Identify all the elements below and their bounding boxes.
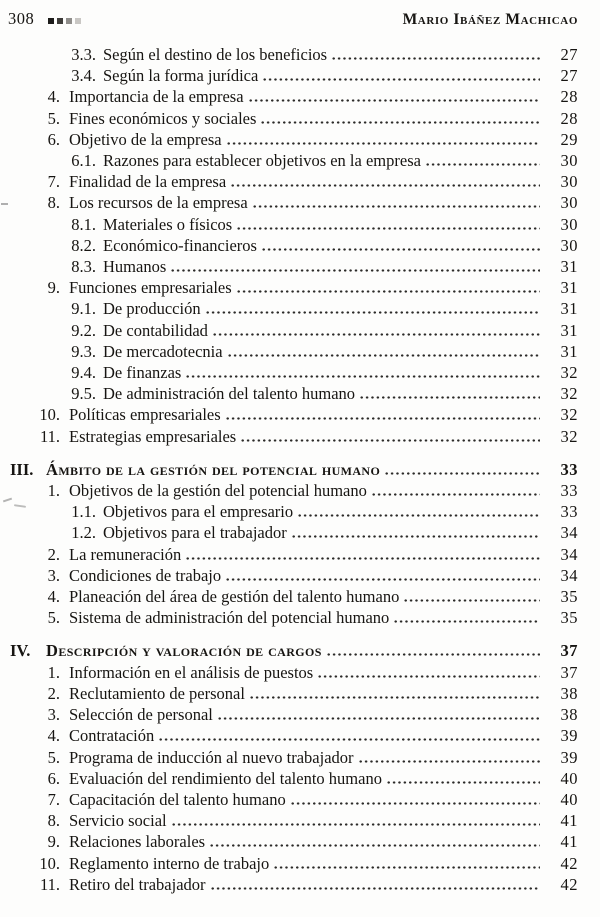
dot-leader [171,823,540,826]
entry-page-number: 31 [560,341,578,361]
entry-title: Objetivos para el trabajador [103,523,287,543]
dot-leader [227,354,540,357]
entry-title: Contratación [69,726,155,746]
entry-title: Selección de personal [69,705,213,725]
dot-leader [185,557,540,560]
entry-title: Según la forma jurídica [103,66,259,86]
toc-entry [8,426,578,447]
scan-artifact-dash [1,203,8,205]
entry-title: Programa de inducción al nuevo trabajador [69,747,354,767]
entry-page-number: 32 [560,384,578,404]
entry-page-number: 34 [560,523,578,543]
entry-number: IV. [10,641,31,661]
entry-number: 6. [47,129,60,149]
entry-title: Los recursos de la empresa [69,193,248,213]
dot-leader [185,375,540,378]
toc-entry [8,214,578,235]
entry-page-number: 35 [560,587,578,607]
entry-title: Evaluación del rendimiento del talento humano [69,768,382,788]
entry-page-number: 42 [560,874,578,894]
toc-entry [8,480,578,501]
dot-leader [386,781,540,784]
entry-page-number: 42 [560,853,578,873]
entry-title: Retiro del trabajador [69,874,206,894]
entry-number: 3.4. [71,66,96,86]
toc-entry [8,256,578,277]
page-header [8,9,578,30]
entry-page-number: 32 [560,405,578,425]
dot-leader [425,163,540,166]
entry-page-number: 37 [560,662,578,682]
entry-number: 8.1. [71,214,96,234]
entry-page-number: 34 [560,565,578,585]
entry-number: 5. [47,747,60,767]
entry-number: 9. [47,278,60,298]
entry-page-number: 30 [560,172,578,192]
dot-leader [273,866,540,869]
entry-title: Ámbito de la gestión del potencial humano [46,459,381,479]
dot-leader [226,142,540,145]
entry-title: De producción [103,299,201,319]
entry-number: 6. [47,768,60,788]
dot-leader [262,78,540,81]
entry-page-number: 41 [560,832,578,852]
entry-number: 9.2. [71,320,96,340]
entry-page-number: 30 [560,151,578,171]
entry-number: 5. [47,608,60,628]
entry-title: Sistema de administración del potencial humano [69,608,390,628]
entry-number: 5. [47,108,60,128]
toc-entry [8,108,578,129]
toc-entry [8,171,578,192]
entry-number: 9.1. [71,299,96,319]
entry-number: 4. [47,587,60,607]
dot-leader [210,887,540,890]
entry-title: Razones para establecer objetivos en la empresa [103,151,421,171]
entry-page-number: 38 [560,705,578,725]
toc-entry [8,65,578,86]
dot-leader [240,439,540,442]
entry-page-number: 38 [560,683,578,703]
toc-entry [8,362,578,383]
toc-entry [8,683,578,704]
entry-title: Condiciones de trabajo [69,565,222,585]
dot-leader [236,227,540,230]
dot-leader [358,760,540,763]
entry-page-number: 30 [560,193,578,213]
entry-page-number: 31 [560,257,578,277]
entry-title: Descripción y valoración de cargos [46,641,322,661]
entry-number: 1. [47,481,60,501]
entry-number: 10. [39,853,60,873]
entry-title: Reglamento interno de trabajo [69,853,270,873]
entry-title: Información en el análisis de puestos [69,662,314,682]
entry-title: Servicio social [69,811,167,831]
dot-leader [230,184,540,187]
entry-page-number: 27 [560,66,578,86]
entry-title: Funciones empresariales [69,278,232,298]
toc-entry [8,853,578,874]
entry-number: 7. [47,172,60,192]
toc-entry [8,383,578,404]
dot-leader [326,653,540,656]
entry-title: De finanzas [103,363,182,383]
toc-entry [8,586,578,607]
toc-entry [8,768,578,789]
dot-leader [225,578,540,581]
square-glyph [48,18,54,24]
entry-title: Objetivo de la empresa [69,129,222,149]
toc-entry [8,662,578,683]
entry-title: Económico-financieros [103,235,257,255]
toc-entry [8,831,578,852]
entry-page-number: 39 [560,726,578,746]
entry-page-number: 29 [560,129,578,149]
entry-number: 9.5. [71,384,96,404]
entry-title: De contabilidad [103,320,208,340]
table-of-contents [8,44,578,895]
dot-leader [359,396,540,399]
toc-entry [8,129,578,150]
entry-page-number: 30 [560,214,578,234]
entry-number: 8.2. [71,235,96,255]
dot-leader [225,417,540,420]
toc-section-heading [8,459,578,480]
entry-page-number: 31 [560,299,578,319]
dot-leader [212,333,540,336]
dot-leader [158,738,540,741]
entry-page-number: 27 [560,45,578,64]
entry-number: 9.4. [71,363,96,383]
entry-number: 6.1. [71,151,96,171]
entry-title: Humanos [103,257,167,277]
entry-number: 1.2. [71,523,96,543]
entry-page-number: 39 [560,747,578,767]
entry-number: 2. [47,683,60,703]
entry-title: La remuneración [69,544,182,564]
dot-leader [291,535,540,538]
entry-page-number: 28 [560,108,578,128]
entry-page-number: 32 [560,363,578,383]
entry-page-number: 31 [560,278,578,298]
entry-title: Reclutamiento de personal [69,683,245,703]
entry-number: III. [10,459,34,479]
toc-entry [8,277,578,298]
entry-title: Fines económicos y sociales [69,108,257,128]
dot-leader [384,472,540,475]
entry-number: 3. [47,565,60,585]
toc-entry [8,747,578,768]
toc-entry [8,86,578,107]
entry-page-number: 33 [560,502,578,522]
folio-page-number: 308 [8,9,35,28]
entry-title: Según el destino de los beneficios [103,45,328,64]
entry-page-number: 28 [560,87,578,107]
square-glyph [66,18,72,24]
entry-number: 9. [47,832,60,852]
entry-title: Objetivos para el empresario [103,502,294,522]
entry-page-number: 40 [560,789,578,809]
entry-number: 8. [47,193,60,213]
entry-number: 11. [39,426,60,446]
entry-page-number: 35 [560,608,578,628]
dot-leader [205,311,540,314]
toc-entry [8,810,578,831]
entry-page-number: 32 [560,426,578,446]
dot-leader [260,121,540,124]
toc-entry [8,607,578,628]
fading-squares-icon [48,18,81,24]
toc-entry [8,320,578,341]
entry-title: Planeación del área de gestión del talento humano [69,587,400,607]
entry-number: 2. [47,544,60,564]
toc-entry [8,789,578,810]
entry-page-number: 40 [560,768,578,788]
entry-title: Materiales o físicos [103,214,233,234]
dot-leader [252,205,540,208]
dot-leader [331,57,540,60]
entry-number: 10. [39,405,60,425]
entry-title: Importancia de la empresa [69,87,244,107]
entry-page-number: 41 [560,811,578,831]
dot-leader [249,696,540,699]
dot-leader [403,599,540,602]
entry-number: 8. [47,811,60,831]
entry-number: 3.3. [71,45,96,64]
toc-entry [8,341,578,362]
entry-page-number: 31 [560,320,578,340]
toc-entry [8,565,578,586]
dot-leader [317,675,540,678]
entry-page-number: 33 [560,481,578,501]
entry-title: Relaciones laborales [69,832,206,852]
toc-entry [8,501,578,522]
entry-number: 11. [39,874,60,894]
entry-page-number: 34 [560,544,578,564]
entry-number: 4. [47,87,60,107]
toc-section-heading [8,640,578,661]
square-glyph [75,18,81,24]
toc-entry [8,192,578,213]
dot-leader [217,717,540,720]
toc-entry [8,404,578,425]
toc-entry [8,150,578,171]
page-header-left [8,9,81,29]
square-glyph [57,18,63,24]
entry-number: 1.1. [71,502,96,522]
toc-entry [8,725,578,746]
toc-entry [8,704,578,725]
entry-number: 7. [47,789,60,809]
dot-leader [290,802,540,805]
entry-number: 3. [47,705,60,725]
dot-leader [393,620,540,623]
entry-page-number: 33 [560,459,578,479]
toc-entry [8,235,578,256]
toc-entry [8,522,578,543]
entry-title: De administración del talento humano [103,384,356,404]
toc-entry [8,44,578,65]
dot-leader [209,844,540,847]
dot-leader [248,99,540,102]
toc-entry [8,544,578,565]
entry-title: De mercadotecnia [103,341,223,361]
dot-leader [236,290,540,293]
toc-entry [8,874,578,895]
entry-title: Capacitación del talento humano [69,789,286,809]
entry-title: Políticas empresariales [69,405,221,425]
toc-entry [8,298,578,319]
entry-number: 1. [47,662,60,682]
dot-leader [170,269,540,272]
entry-title: Finalidad de la empresa [69,172,227,192]
entry-title: Objetivos de la gestión del potencial humano [69,481,367,501]
entry-title: Estrategias empresariales [69,426,237,446]
dot-leader [261,248,540,251]
entry-page-number: 30 [560,235,578,255]
author-running-head: Mario Ibáñez Machicao [402,11,578,28]
entry-number: 4. [47,726,60,746]
entry-page-number: 37 [560,641,578,661]
entry-number: 9.3. [71,341,96,361]
dot-leader [297,514,540,517]
entry-number: 8.3. [71,257,96,277]
dot-leader [371,493,540,496]
